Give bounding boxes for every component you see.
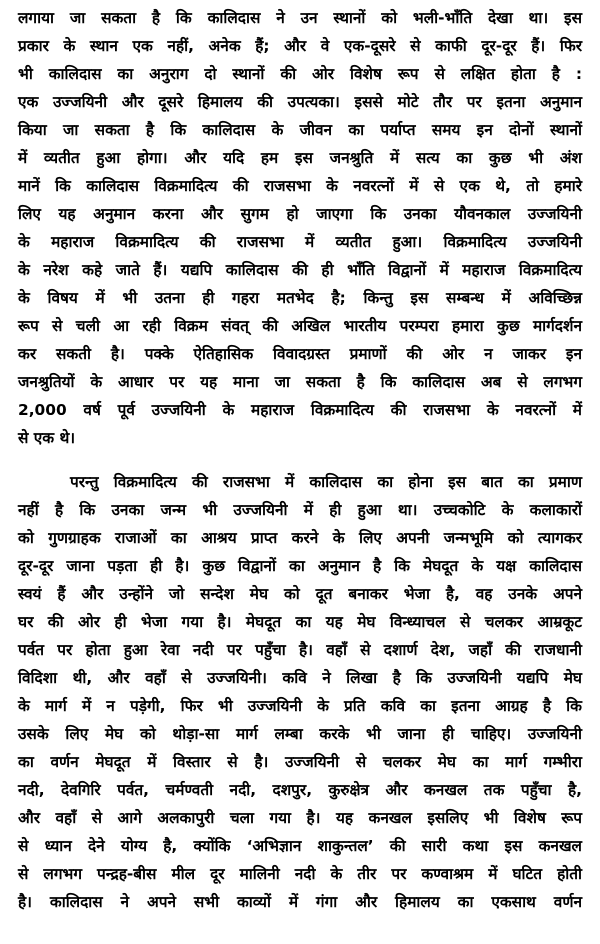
text-line: का वर्णन मेघदूत में विस्तार से है। उज्जयिनी से चलकर मेघ का मार्ग गम्भीरा <box>18 753 582 771</box>
text-line: प्रकार के स्थान एक नहीं, अनेक हैं; और वे एक-दूसरे से काफी दूर-दूर हैं। फिर <box>18 37 582 55</box>
text-line: को गुणग्राहक राजाओं का आश्रय प्राप्त करने के लिए अपनी जन्मभूमि को त्यागकर <box>18 529 582 547</box>
text-line: जनश्रुतियों के आधार पर यह माना जा सकता है कि कालिदास अब से लगभग <box>18 373 582 391</box>
text-line: 2,000 वर्ष पूर्व उज्जयिनी के महाराज विक्रमादित्य की राजसभा के नवरत्नों में <box>18 401 582 419</box>
text-line: मानें कि कालिदास विक्रमादित्य की राजसभा के नवरत्नों में से एक थे, तो हमारे <box>18 177 582 195</box>
text-line: पर्वत पर होता हुआ रेवा नदी पर पहुँचा है। वहाँ से दशार्ण देश, जहाँ की राजधानी <box>18 641 582 659</box>
text-line: विदिशा थी, और वहाँ से उज्जयिनी। कवि ने लिखा है कि उज्जयिनी यद्यपि मेघ <box>18 669 582 687</box>
text-line: में व्यतीत हुआ होगा। और यदि हम इस जनश्रुति में सत्य का कुछ भी अंश <box>18 149 582 167</box>
text-line: है। कालिदास ने अपने सभी काव्यों में गंगा और हिमालय का एकसाथ वर्णन <box>18 893 582 911</box>
text-line: किया जा सकता है कि कालिदास के जीवन का पर्याप्त समय इन दोनों स्थानों <box>18 121 582 139</box>
text-line: से एक थे। <box>18 429 76 447</box>
text-line: कर सकती है। पक्के ऐतिहासिक विवादग्रस्त प्रमाणों की ओर न जाकर इन <box>18 345 582 363</box>
text-line: रूप से चली आ रही विक्रम संवत् की अखिल भारतीय परम्परा हमारा कुछ मार्गदर्शन <box>18 317 582 335</box>
text-line: एक उज्जयिनी और दूसरे हिमालय की उपत्यका। इससे मोटे तौर पर इतना अनुमान <box>18 93 582 111</box>
text-line: घर की ओर ही भेजा गया है। मेघदूत का यह मेघ विन्ध्याचल से चलकर आम्रकूट <box>18 613 582 631</box>
text-line: के मार्ग में न पड़ेगी, फिर भी उज्जयिनी के प्रति कवि का इतना आग्रह है कि <box>18 697 582 715</box>
text-line: से ध्यान देने योग्य है, क्योंकि ‘अभिज्ञान शाकुन्तल’ की सारी कथा इस कनखल <box>18 837 582 855</box>
text-line: के नरेश कहे जाते हैं। यद्यपि कालिदास की ही भाँति विद्वानों में महाराज विक्रमादित्य <box>18 261 582 279</box>
text-line: के महाराज विक्रमादित्य की राजसभा में व्यतीत हुआ। विक्रमादित्य उज्जयिनी <box>18 233 582 251</box>
text-line: के विषय में भी उतना ही गहरा मतभेद है; किन्तु इस सम्बन्ध में अविच्छिन्न <box>18 289 582 307</box>
text-line: भी कालिदास का अनुराग दो स्थानों की ओर विशेष रूप से लक्षित होता है : <box>18 65 582 83</box>
text-line: नहीं है कि उनका जन्म भी उज्जयिनी में ही हुआ था। उच्चकोटि के कलाकारों <box>18 501 582 519</box>
text-line: लिए यह अनुमान करना और सुगम हो जाएगा कि उनका यौवनकाल उज्जयिनी <box>18 205 582 223</box>
text-line: दूर-दूर जाना पड़ता ही है। कुछ विद्वानों का अनुमान है कि मेघदूत के यक्ष कालिदास <box>18 557 582 575</box>
text-line: परन्तु विक्रमादित्य की राजसभा में कालिदास का होना इस बात का प्रमाण <box>70 473 582 491</box>
text-line: लगाया जा सकता है कि कालिदास ने उन स्थानों को भली-भाँति देखा था। इस <box>18 9 582 27</box>
text-line: उसके लिए मेघ को थोड़ा-सा मार्ग लम्बा करके भी जाना ही चाहिए। उज्जयिनी <box>18 725 582 743</box>
text-line: और वहाँ से आगे अलकापुरी चला गया है। यह कनखल इसलिए भी विशेष रूप <box>18 809 582 827</box>
text-line: स्वयं हैं और उन्होंने जो सन्देश मेघ को दूत बनाकर भेजा है, वह उनके अपने <box>18 585 582 603</box>
text-line: से लगभग पन्द्रह-बीस मील दूर मालिनी नदी के तीर पर कण्वाश्रम में घटित होती <box>18 865 582 883</box>
text-line: नदी, देवगिरि पर्वत, चर्मण्वती नदी, दशपुर, कुरुक्षेत्र और कनखल तक पहुँचा है, <box>18 781 582 799</box>
